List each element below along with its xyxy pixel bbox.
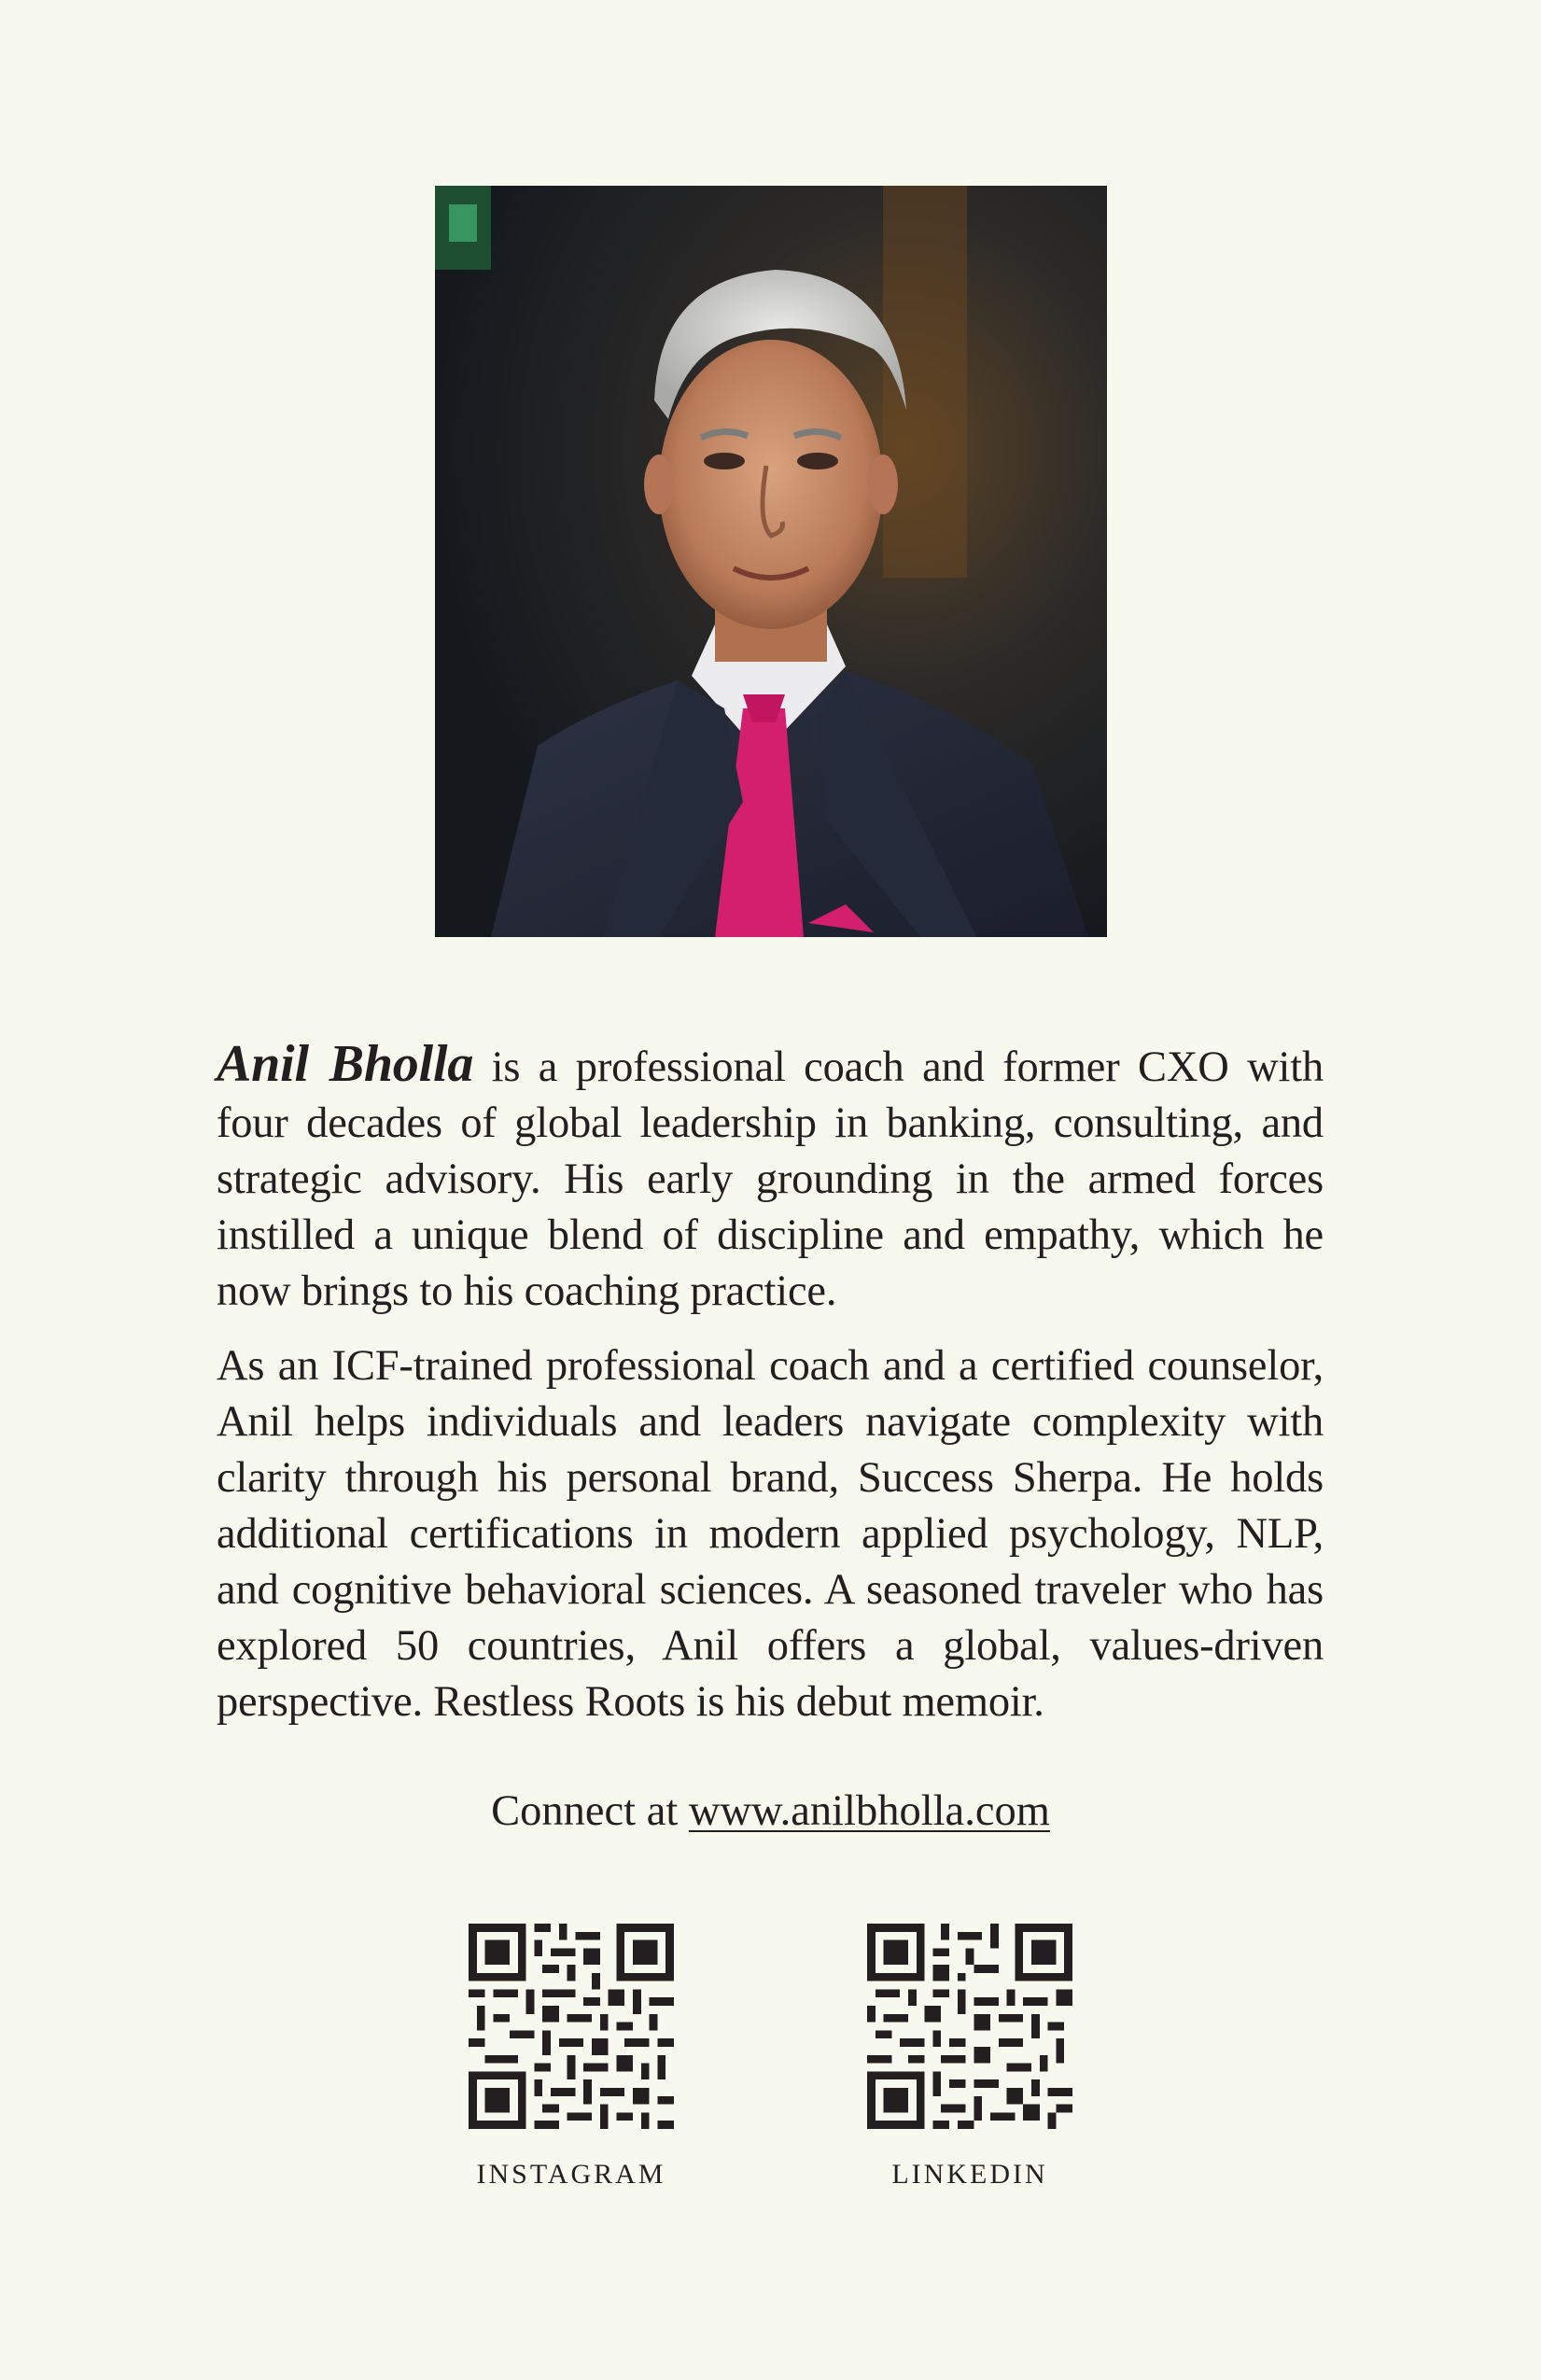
author-name: Anil Bholla — [217, 1035, 474, 1093]
connect-prefix: Connect at — [491, 1787, 689, 1835]
instagram-qr-code — [469, 1924, 674, 2129]
instagram-label: INSTAGRAM — [476, 2159, 666, 2190]
linkedin-qr-code — [867, 1924, 1072, 2129]
bio-paragraph-1-text: is a professional coach and former CXO with four decades of global leadership in banking, consulting, and strategic advisory. His early grounding in the armed forces instilled a unique blend of discipline and empathy, which he now brings to his coaching practice. — [217, 1043, 1324, 1315]
bio-paragraph-1 — [217, 1036, 1324, 1320]
website-link[interactable]: www.anilbholla.com — [688, 1787, 1050, 1835]
linkedin-label: LINKEDIN — [891, 2159, 1048, 2190]
portrait-image — [435, 186, 1107, 937]
author-bio — [217, 1036, 1324, 1730]
connect-line — [0, 1784, 1541, 1840]
author-portrait — [435, 186, 1107, 937]
qr-code-icon — [469, 1924, 674, 2129]
bio-paragraph-2: As an ICF-trained professional coach and a certified counselor, Anil helps individuals and leaders navigate complexity with clarity through his personal brand, Success Sherpa. He holds additional certifications in modern applied psychology, NLP, and cognitive behavioral sciences. A seasoned traveler who has explored 50 countries, Anil offers a global, values-driven perspective. Restless Roots is his debut memoir. — [217, 1342, 1324, 1726]
qr-code-icon — [867, 1924, 1072, 2129]
